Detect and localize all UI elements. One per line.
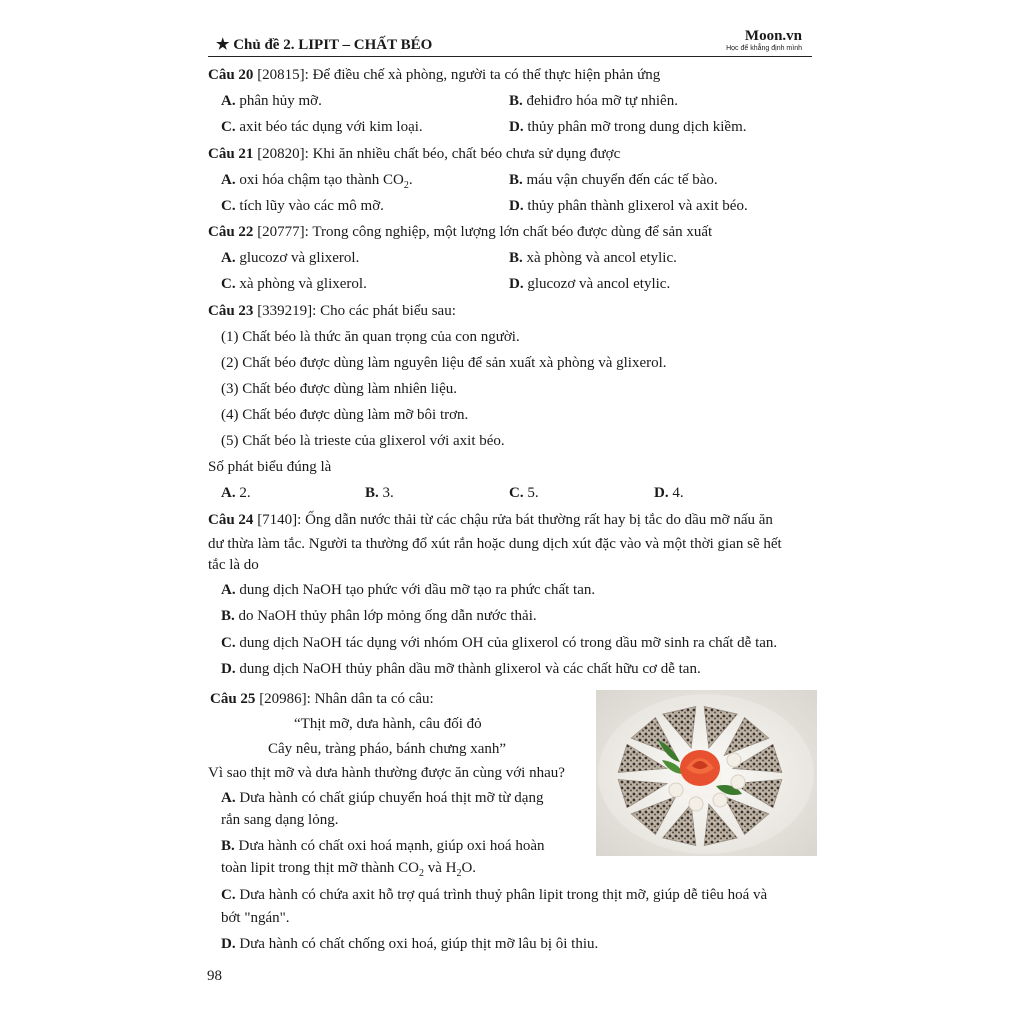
q20-option-c: C. axit béo tác dụng với kim loại. bbox=[221, 119, 423, 135]
page-header bbox=[208, 28, 812, 57]
question-22 bbox=[208, 223, 712, 242]
q25-option-a: A. Dưa hành có chất giúp chuyển hoá thịt mỡ từ dạng bbox=[221, 790, 544, 806]
question-21 bbox=[208, 145, 620, 164]
q23-prompt: Số phát biểu đúng là bbox=[208, 459, 332, 475]
q22-option-d: D. glucozơ và ancol etylic. bbox=[509, 276, 671, 292]
question-text: [20820]: Khi ăn nhiều chất béo, chất béo chưa sử dụng được bbox=[253, 146, 621, 162]
q23-statement-5: (5) Chất béo là trieste của glixerol với axit béo. bbox=[221, 433, 505, 449]
q25-option-d: D. Dưa hành có chất chống oxi hoá, giúp thịt mỡ lâu bị ôi thiu. bbox=[221, 936, 599, 952]
meat-jelly-platter-image bbox=[596, 690, 817, 856]
question-20 bbox=[208, 66, 660, 85]
brand-logo bbox=[726, 29, 802, 53]
question-24 bbox=[208, 511, 773, 530]
q21-option-c: C. tích lũy vào các mô mỡ. bbox=[221, 198, 384, 214]
q23-option-a: A. 2. bbox=[221, 485, 251, 501]
q25-prompt: Vì sao thịt mỡ và dưa hành thường được ăn cùng với nhau? bbox=[208, 765, 565, 781]
q25-option-b: B. Dưa hành có chất oxi hoá mạnh, giúp oxi hoá hoàn bbox=[221, 838, 545, 854]
q23-option-c: C. 5. bbox=[509, 485, 539, 501]
question-text: [20986]: Nhân dân ta có câu: bbox=[255, 691, 434, 707]
question-25 bbox=[210, 690, 434, 709]
food-photo bbox=[596, 690, 817, 856]
q25-verse-line-1: “Thịt mỡ, dưa hành, câu đối đỏ bbox=[294, 716, 482, 732]
page-number: 98 bbox=[207, 968, 222, 984]
q20-option-b: B. đehiđro hóa mỡ tự nhiên. bbox=[509, 93, 678, 109]
question-label: Câu 23 bbox=[208, 303, 254, 319]
question-text: [20815]: Để điều chế xà phòng, người ta có thể thực hiện phản ứng bbox=[253, 67, 661, 83]
q20-option-a: A. phân hủy mỡ. bbox=[221, 93, 322, 109]
question-label: Câu 25 bbox=[210, 691, 256, 707]
q25-option-b-line-2: toàn lipit trong thịt mỡ thành $CO_2$ và $H_2O$. bbox=[221, 860, 477, 879]
q22-option-c: C. xà phòng và glixerol. bbox=[221, 276, 367, 292]
q25-option-c-line-2: bớt "ngán". bbox=[221, 910, 290, 926]
q24-option-b: B. do NaOH thủy phân lớp mỏng ống dẫn nước thải. bbox=[221, 608, 537, 624]
question-label: Câu 21 bbox=[208, 146, 254, 162]
question-24-line-3: tắc là do bbox=[208, 557, 259, 573]
q20-option-d: D. thủy phân mỡ trong dung dịch kiềm. bbox=[509, 119, 747, 135]
q23-option-d: D. 4. bbox=[654, 485, 684, 501]
brand-name: Moon.vn bbox=[744, 28, 802, 44]
q21-option-d: D. thủy phân thành glixerol và axit béo. bbox=[509, 198, 748, 214]
question-text: [339219]: Cho các phát biểu sau: bbox=[253, 303, 456, 319]
q25-option-a-line-2: rắn sang dạng lỏng. bbox=[221, 812, 339, 828]
question-24-line-2: dư thừa làm tắc. Người ta thường đổ xút rắn hoặc dung dịch xút đặc vào và một thời gian sẽ hết bbox=[208, 536, 782, 552]
question-text: [20777]: Trong công nghiệp, một lượng lớn chất béo được dùng để sản xuất bbox=[253, 224, 713, 240]
q24-option-d: D. dung dịch NaOH thủy phân dầu mỡ thành glixerol và các chất hữu cơ dễ tan. bbox=[221, 661, 701, 677]
question-23 bbox=[208, 302, 456, 321]
q24-option-c: C. dung dịch NaOH tác dụng với nhóm OH của glixerol có trong dầu mỡ sinh ra chất dễ tan. bbox=[221, 635, 778, 651]
q23-statement-2: (2) Chất béo được dùng làm nguyên liệu để sản xuất xà phòng và glixerol. bbox=[221, 355, 667, 371]
brand-slogan: Học để khẳng định mình bbox=[726, 45, 802, 52]
chapter-title: ★ Chủ đề 2. LIPIT – CHẤT BÉO bbox=[216, 37, 433, 53]
question-label: Câu 20 bbox=[208, 67, 254, 83]
q22-option-a: A. glucozơ và glixerol. bbox=[221, 250, 360, 266]
q23-statement-1: (1) Chất béo là thức ăn quan trọng của con người. bbox=[221, 329, 520, 345]
question-text: [7140]: Ống dẫn nước thải từ các chậu rửa bát thường rất hay bị tắc do dầu mỡ nấu ăn bbox=[253, 512, 773, 528]
q24-option-a: A. dung dịch NaOH tạo phức với dầu mỡ tạo ra phức chất tan. bbox=[221, 582, 596, 598]
q23-option-b: B. 3. bbox=[365, 485, 394, 501]
q21-option-b: B. máu vận chuyển đến các tế bào. bbox=[509, 172, 718, 188]
q21-option-a: A. oxi hóa chậm tạo thành $CO_2$. bbox=[221, 172, 413, 191]
q22-option-b: B. xà phòng và ancol etylic. bbox=[509, 250, 677, 266]
q23-statement-4: (4) Chất béo được dùng làm mỡ bôi trơn. bbox=[221, 407, 469, 423]
q25-verse-line-2: Cây nêu, tràng pháo, bánh chưng xanh” bbox=[268, 741, 507, 757]
question-label: Câu 22 bbox=[208, 224, 254, 240]
q25-option-c: C. Dưa hành có chứa axit hỗ trợ quá trình thuỷ phân lipit trong thịt mỡ, giúp dễ tiêu hoá và bbox=[221, 887, 768, 903]
question-label: Câu 24 bbox=[208, 512, 254, 528]
q23-statement-3: (3) Chất béo được dùng làm nhiên liệu. bbox=[221, 381, 458, 397]
